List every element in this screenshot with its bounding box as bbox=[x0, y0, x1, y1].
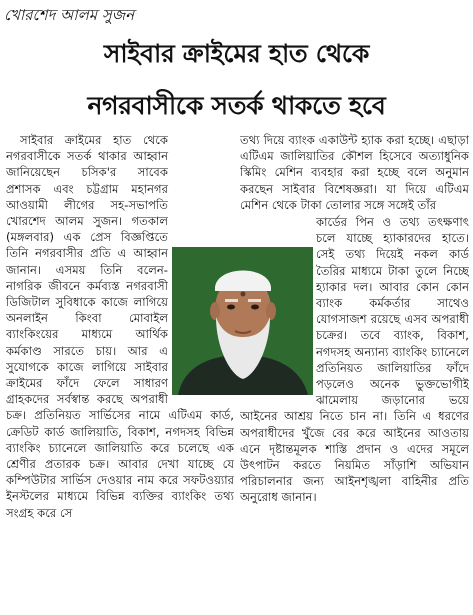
headline-line-2: নগরবাসীকে সতর্ক থাকতে হবে bbox=[87, 91, 386, 120]
article-right-column bbox=[240, 132, 469, 216]
article-right-column-continued bbox=[240, 214, 469, 608]
left-column-text: সাইবার ক্রাইমের হাত থেকে নগরবাসীকে সতর্ক থাকার আহ্বান জানিয়েছেন চসিক'র সাবেক প্রশাসক এবং চট্টগ্রাম মহানগর আওয়ামী লীগের সহ-সভাপতি খোরশেদ আলম সুজন। গতকাল (মঙ্গলবার) এক প্রেস বিজ্ঞপ্তিতে তিনি নগরবাসীর প্রতি এ আহ্বান জানান। এসময় তিনি বলেন- নাগরিক জীবনে কর্মব্যস্ত নগরবাসী ডিজিটাল সুবিধাকে কাজে লাগিয়ে অনলাইন কিংবা মোবাইল ব্যাংকিংয়ের মাধ্যমে আর্থিক কর্মকাণ্ড সারতে চায়। আর এ সুযোগকে কাজে লাগিয়ে সাইবার ক্রাইমের ফাঁদে ফেলে সাধারণ গ্রাহকদের সর্বস্বান্ত করছে অপরাধী চক্র। প্রতিনিয়ত সার্ভিসের নামে এটিএম কার্ড, ক্রেডিট কার্ড জালিয়াতি, বিকাশ, নগদসহ বিভিন্ন ব্যাংকিং চ্যানেলে জালিয়াতি করে চলেছে এক শ্রেণীর প্রতারক চক্র। আবার দেখা যাচ্ছে যে কম্পিউটার সার্ভিস দেওয়ার নাম করে সফটওয়্যার ইনস্টলের মাধ্যমে বিভিন্ন ব্যক্তির ব্যাংকিং তথ্য সংগ্রহ করে সে bbox=[6, 133, 234, 520]
photo-wrap-spacer bbox=[240, 214, 316, 396]
headline-line-1: সাইবার ক্রাইমের হাত থেকে bbox=[103, 39, 370, 68]
right-column-text: তথ্য দিয়ে ব্যাংক একাউন্ট হ্যাক করা হচ্ছে। এছাড়া এটিএম জালিয়াতির কৌশল হিসেবে অত্যাধুনিক স্কিমিং মেশিন ব্যবহার করা হচ্ছে বলে অনুমান করছেন সাইবার বিশেষজ্ঞরা। যা দিয়ে এটিএম মেশিন থেকে টাকা তোলার সঙ্গে সঙ্গেই তাঁর bbox=[240, 133, 469, 212]
byline: খোরশেদ আলম সুজন bbox=[4, 6, 135, 24]
right-column-text-continued: কার্ডের পিন ও তথ্য তৎক্ষণাৎ চলে যাচ্ছে হ্যাকারদের হাতে। সেই তথ্য দিয়েই নকল কার্ড তৈরির মাধ্যমে টাকা তুলে নিচ্ছে হ্যাকার দল। আবার কোন কোন ব্যাংক কর্মকর্তার সাথেও যোগসাজশ রয়েছে এসব অপরাধী চক্রের। তবে ব্যাংক, বিকাশ, নগদসহ অন্যান্য ব্যাংকিং চ্যানেলে প্রতিনিয়ত জালিয়াতির ফাঁদে পড়লেও অনেক ভুক্তভোগীই ঝামেলায় জড়ানোর ভয়ে আইনের আশ্রয় নিতে চান না। তিনি এ ধরণের অপরাধীদের খুঁজে বের করে আইনের আওতায় এনে দৃষ্টান্তমূলক শাস্তি প্রদান ও এদের সমূলে উৎপাটন করতে নিয়মিত সাঁড়াশি অভিযান পরিচালনার জন্য আইনশৃঙ্খলা বাহিনীর প্রতি অনুরোধ জানান। bbox=[240, 215, 469, 505]
